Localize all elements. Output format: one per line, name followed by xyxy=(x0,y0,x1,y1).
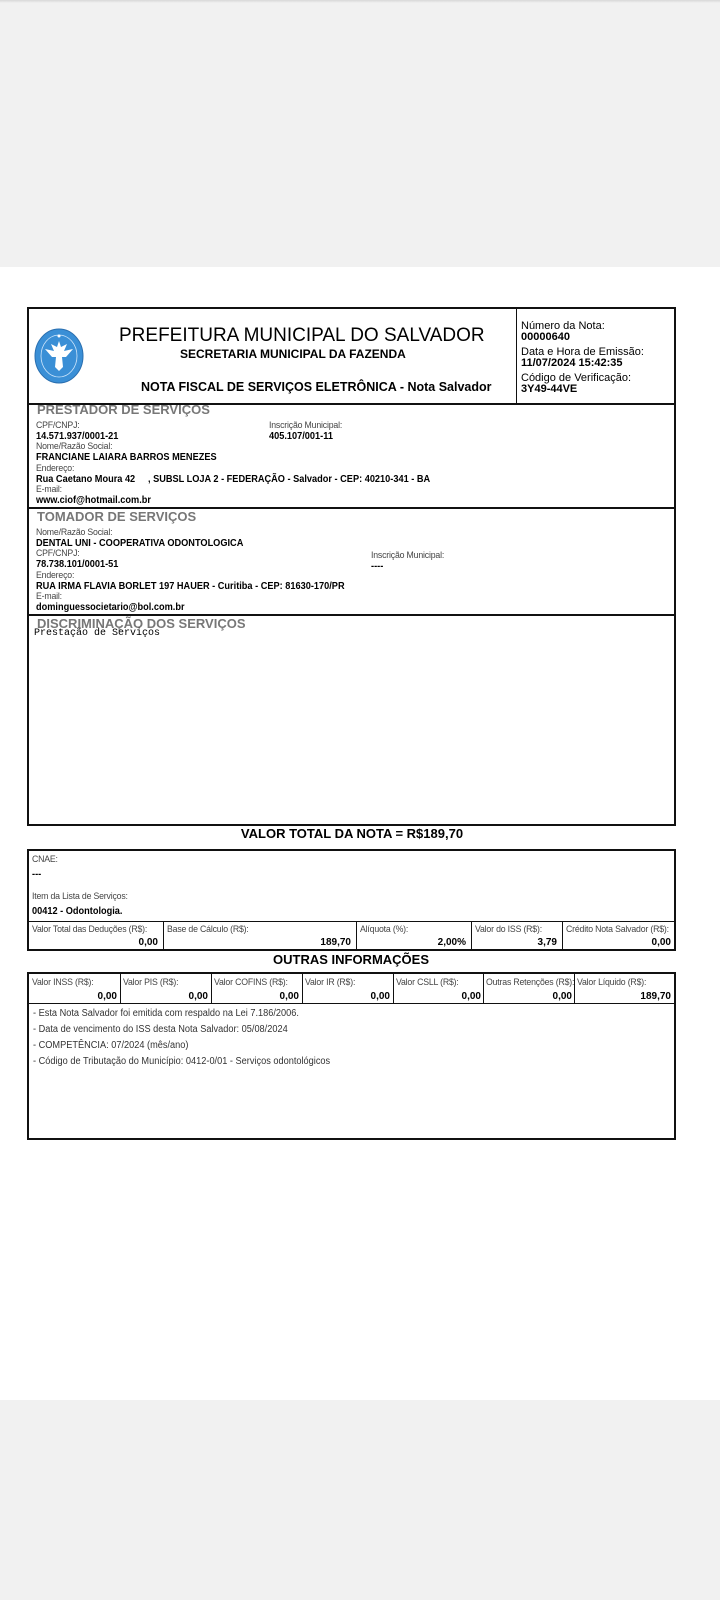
aliquota-label: Alíquota (%): xyxy=(360,924,409,935)
data-emissao-value: 11/07/2024 15:42:35 xyxy=(521,357,623,369)
prestador-endereco-value: Rua Caetano Moura 42 , SUBSL LOJA 2 - FEDERAÇÃO - Salvador - CEP: 40210-341 - BA xyxy=(36,474,431,485)
document-page xyxy=(0,267,720,1400)
outras-table-bottom xyxy=(29,1003,674,1004)
pis-label: Valor PIS (R$): xyxy=(123,977,179,988)
top-edge-shadow xyxy=(0,0,720,3)
inss-label: Valor INSS (R$): xyxy=(32,977,94,988)
valor-total-nota: VALOR TOTAL DA NOTA = R$189,70 xyxy=(240,826,464,841)
tomador-section-title: TOMADOR DE SERVIÇOS xyxy=(37,509,197,524)
col-divider xyxy=(483,974,484,1003)
prestador-nome-label: Nome/Razão Social: xyxy=(36,441,113,452)
discriminacao-text: Prestação de Serviços xyxy=(34,628,161,639)
header-box xyxy=(27,307,676,405)
discriminacao-section-title: DISCRIMINAÇÃO DOS SERVIÇOS xyxy=(37,616,246,631)
ir-label: Valor IR (R$): xyxy=(305,977,356,988)
data-emissao-label: Data e Hora de Emissão: xyxy=(521,346,644,358)
cofins-value: 0,00 xyxy=(279,991,299,1002)
ir-value: 0,00 xyxy=(370,991,390,1002)
valor-liquido-value: 189,70 xyxy=(640,991,671,1002)
header-divider xyxy=(516,309,517,403)
item-lista-value: 00412 - Odontologia. xyxy=(32,906,123,917)
pis-value: 0,00 xyxy=(188,991,208,1002)
codigo-verificacao-label: Código de Verificação: xyxy=(521,372,632,384)
col-divider xyxy=(120,974,121,1003)
col-divider xyxy=(471,921,472,949)
note-competencia: - COMPETÊNCIA: 07/2024 (mês/ano) xyxy=(33,1040,189,1051)
tomador-nome-label: Nome/Razão Social: xyxy=(36,527,113,538)
col-divider xyxy=(163,921,164,949)
csll-value: 0,00 xyxy=(461,991,481,1002)
numero-nota-label: Número da Nota: xyxy=(521,320,605,332)
deducoes-value: 0,00 xyxy=(138,937,158,948)
valor-liquido-label: Valor Líquido (R$): xyxy=(577,977,647,988)
credito-nota-value: 0,00 xyxy=(651,937,671,948)
prestador-cpf-value: 14.571.937/0001-21 xyxy=(36,431,119,442)
base-calculo-label: Base de Cálculo (R$): xyxy=(167,924,249,935)
cnae-value: --- xyxy=(32,869,42,880)
aliquota-value: 2,00% xyxy=(437,937,466,948)
parties-box xyxy=(27,403,676,826)
document-type-title: NOTA FISCAL DE SERVIÇOS ELETRÔNICA - Nota Salvador xyxy=(141,380,492,394)
prestador-nome-value: FRANCIANE LAIARA BARROS MENEZES xyxy=(36,452,217,463)
outras-informacoes-title: OUTRAS INFORMAÇÕES xyxy=(273,952,429,967)
valor-iss-value: 3,79 xyxy=(537,937,557,948)
codigo-verificacao-value: 3Y49-44VE xyxy=(521,383,578,395)
note-vencimento: - Data de vencimento do ISS desta Nota Salvador: 05/08/2024 xyxy=(33,1024,288,1035)
col-divider xyxy=(302,974,303,1003)
col-divider xyxy=(562,921,563,949)
inss-value: 0,00 xyxy=(97,991,117,1002)
nota-info-panel xyxy=(521,321,644,395)
note-codigo-tributacao: - Código de Tributação do Município: 0412-0/01 - Serviços odontológicos xyxy=(33,1056,331,1067)
note-lei: - Esta Nota Salvador foi emitida com respaldo na Lei 7.186/2006. xyxy=(33,1008,299,1019)
outras-box xyxy=(27,972,676,1140)
col-divider xyxy=(393,974,394,1003)
credito-nota-label: Crédito Nota Salvador (R$): xyxy=(566,924,669,935)
secretaria-subtitle: SECRETARIA MUNICIPAL DA FAZENDA xyxy=(180,347,406,361)
tomador-email-label: E-mail: xyxy=(36,591,62,602)
outras-retencoes-value: 0,00 xyxy=(552,991,572,1002)
numero-nota-value: 00000640 xyxy=(521,331,570,343)
col-divider xyxy=(356,921,357,949)
tomador-endereco-value: RUA IRMA FLAVIA BORLET 197 HAUER - Curitiba - CEP: 81630-170/PR xyxy=(36,581,345,592)
base-calculo-value: 189,70 xyxy=(320,937,351,948)
valor-iss-label: Valor do ISS (R$): xyxy=(475,924,542,935)
csll-label: Valor CSLL (R$): xyxy=(396,977,459,988)
tomador-cpf-value: 78.738.101/0001-51 xyxy=(36,559,119,570)
prefeitura-title: PREFEITURA MUNICIPAL DO SALVADOR xyxy=(119,325,485,346)
prestador-im-value: 405.107/001-11 xyxy=(269,431,333,442)
tomador-im-label: Inscrição Municipal: xyxy=(371,550,445,561)
tomador-email-value: dominguessocietario@bol.com.br xyxy=(36,602,185,613)
prestador-section-title: PRESTADOR DE SERVIÇOS xyxy=(37,402,210,417)
tomador-cpf-label: CPF/CNPJ: xyxy=(36,548,80,559)
city-seal-icon xyxy=(33,327,85,385)
prestador-email-value: www.ciof@hotmail.com.br xyxy=(36,495,151,506)
cofins-label: Valor COFINS (R$): xyxy=(214,977,288,988)
item-lista-label: Item da Lista de Serviços: xyxy=(32,891,128,902)
deducoes-label: Valor Total das Deduções (R$): xyxy=(32,924,148,935)
tomador-im-value: ---- xyxy=(371,561,384,572)
cnae-label: CNAE: xyxy=(32,854,58,865)
servico-table-top xyxy=(29,921,674,922)
col-divider xyxy=(211,974,212,1003)
prestador-email-label: E-mail: xyxy=(36,484,62,495)
servico-box xyxy=(27,849,676,951)
prestador-cpf-label: CPF/CNPJ: xyxy=(36,420,80,431)
prestador-im-label: Inscrição Municipal: xyxy=(269,420,343,431)
tomador-endereco-label: Endereço: xyxy=(36,570,75,581)
tomador-nome-value: DENTAL UNI - COOPERATIVA ODONTOLOGICA xyxy=(36,538,244,549)
prestador-endereco-label: Endereço: xyxy=(36,463,75,474)
outras-retencoes-label: Outras Retenções (R$): xyxy=(486,977,575,988)
